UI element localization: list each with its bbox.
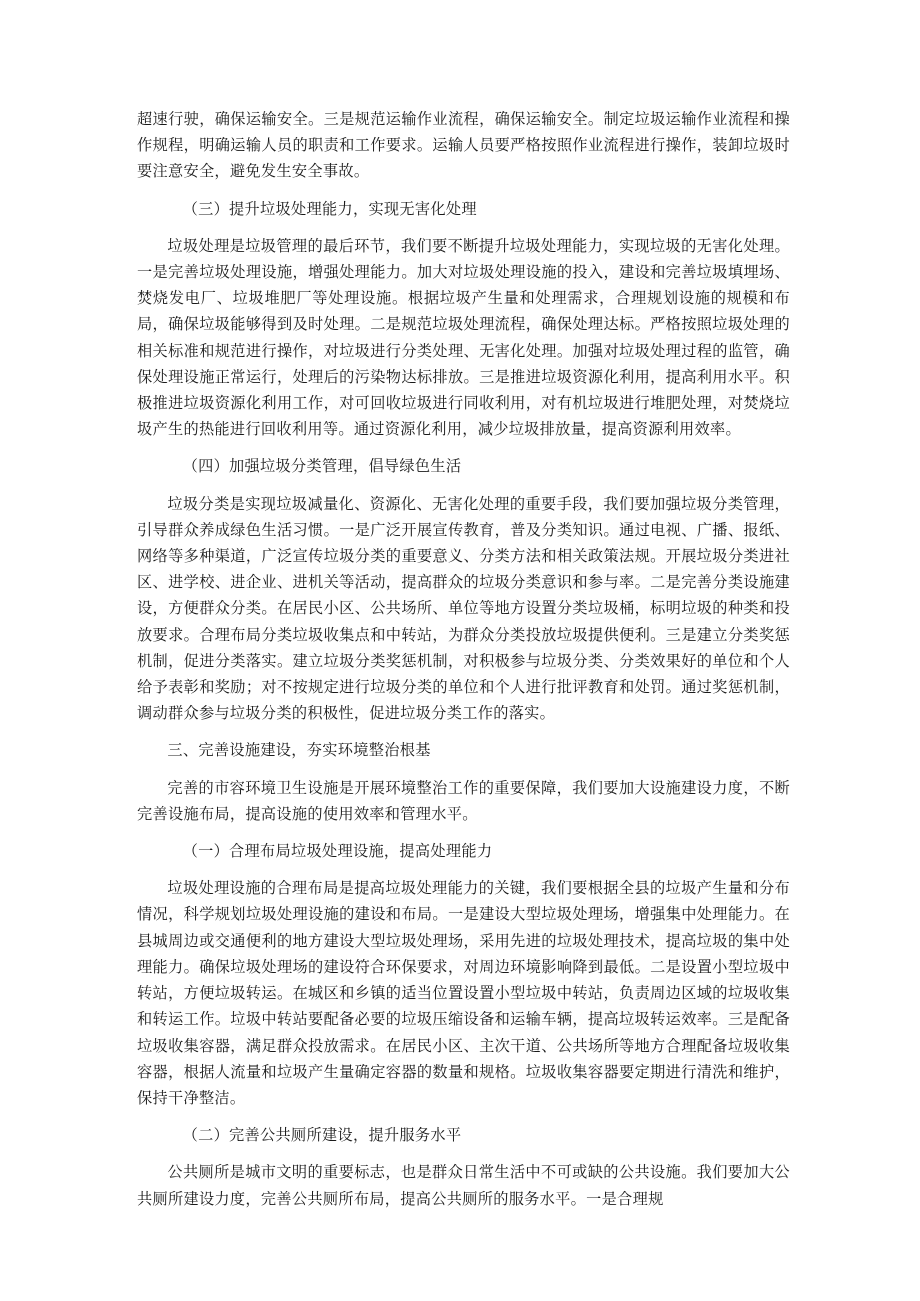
- heading-facility-construction: 三、完善设施建设，夯实环境整治根基: [167, 741, 431, 760]
- document-body: [137, 106, 790, 1212]
- paragraph-waste-sorting: 垃圾分类是实现垃圾减量化、资源化、无害化处理的重要手段，我们要加强垃圾分类管理，引导群众养成绿色生活习惯。一是广泛开展宣传教育，普及分类知识。通过电视、广播、报纸、网络等多种渠道，广泛宣传垃圾分类的重要意义、分类方法和相关政策法规。开展垃圾分类进社区、进学校、进企业、进机关等活动，提高群众的垃圾分类意识和参与率。二是完善分类设施建设，方便群众分类。在居民小区、公共场所、单位等地方设置分类垃圾桶，标明垃圾的种类和投放要求。合理布局分类垃圾收集点和中转站，为群众分类投放垃圾提供便利。三是建立分类奖惩机制，促进分类落实。建立垃圾分类奖惩机制，对积极参与垃圾分类、分类效果好的单位和个人给予表彰和奖励；对不按规定进行垃圾分类的单位和个人进行批评教育和处罚。通过奖惩机制，调动群众参与垃圾分类的积极性，促进垃圾分类工作的落实。: [137, 494, 790, 723]
- paragraph-waste-disposal: 垃圾处理是垃圾管理的最后环节，我们要不断提升垃圾处理能力，实现垃圾的无害化处理。一是完善垃圾处理设施，增强处理能力。加大对垃圾处理设施的投入，建设和完善垃圾填埋场、焚烧发电厂、垃圾堆肥厂等处理设施。根据垃圾产生量和处理需求，合理规划设施的规模和布局，确保垃圾能够得到及时处理。二是规范垃圾处理流程，确保处理达标。严格按照垃圾处理的相关标准和规范进行操作，对垃圾进行分类处理、无害化处理。加强对垃圾处理过程的监管，确保处理设施正常运行，处理后的污染物达标排放。三是推进垃圾资源化利用，提高利用水平。积极推进垃圾资源化利用工作，对可回收垃圾进行同收利用，对有机垃圾进行堆肥处理，对焚烧垃圾产生的热能进行回收利用等。通过资源化利用，减少垃圾排放量，提高资源利用效率。: [137, 236, 790, 439]
- paragraph-facility-intro: 完善的市容环境卫生设施是开展环境整治工作的重要保障，我们要加大设施建设力度，不断完善设施布局，提高设施的使用效率和管理水平。: [137, 778, 790, 823]
- paragraph-public-toilets: 公共厕所是城市文明的重要标志，也是群众日常生活中不可或缺的公共设施。我们要加大公共厕所建设力度，完善公共厕所布局，提高公共厕所的服务水平。一是合理规: [137, 1163, 790, 1208]
- paragraph-disposal-facility-layout: 垃圾处理设施的合理布局是提高垃圾处理能力的关键，我们要根据全县的垃圾产生量和分布情况，科学规划垃圾处理设施的建设和布局。一是建设大型垃圾处理场，增强集中处理能力。在县城周边或交通便利的地方建设大型垃圾处理场，采用先进的垃圾处理技术，提高垃圾的集中处理能力。确保垃圾处理场的建设符合环保要求，对周边环境影响降到最低。二是设置小型垃圾中转站，方便垃圾转运。在城区和乡镇的适当位置设置小型垃圾中转站，负责周边区域的垃圾收集和转运工作。垃圾中转站要配备必要的垃圾压缩设备和运输车辆，提高垃圾转运效率。三是配备垃圾收集容器，满足群众投放需求。在居民小区、主次干道、公共场所等地方合理配备垃圾收集容器，根据人流量和垃圾产生量确定容器的数量和规格。垃圾收集容器要定期进行清洗和维护，保持干净整洁。: [137, 879, 790, 1107]
- heading-improve-disposal-capacity: （三）提升垃圾处理能力，实现无害化处理: [182, 199, 477, 218]
- heading-disposal-facility-layout: （一）合理布局垃圾处理设施，提高处理能力: [182, 842, 493, 861]
- heading-public-toilets: （二）完善公共厕所建设，提升服务水平: [182, 1126, 462, 1145]
- heading-waste-sorting: （四）加强垃圾分类管理，倡导绿色生活: [182, 457, 462, 476]
- paragraph-transport-continued: 超速行驶，确保运输安全。三是规范运输作业流程，确保运输安全。制定垃圾运输作业流程和操作规程，明确运输人员的职责和工作要求。运输人员要严格按照作业流程进行操作，装卸垃圾时要注意安全，避免发生安全事故。: [137, 110, 790, 181]
